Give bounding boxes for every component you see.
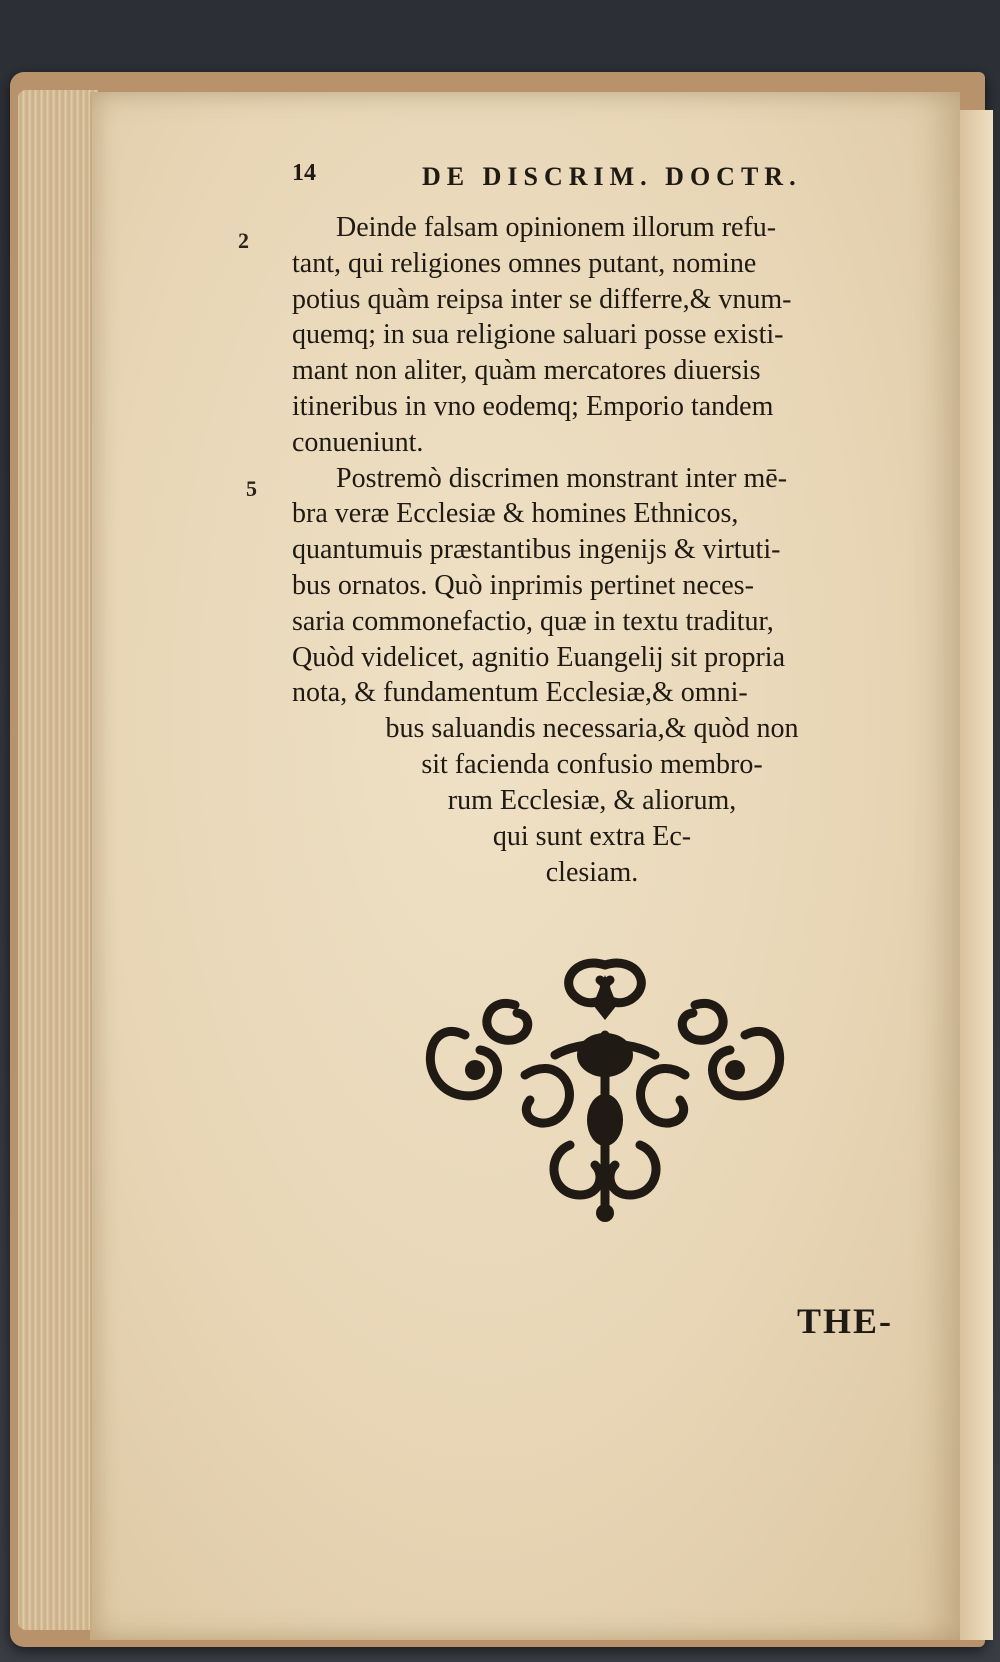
- fleuron-ornament-icon: [405, 945, 805, 1230]
- text-line: itineribus in vno eodemq; Emporio tandem: [292, 390, 774, 422]
- text-line: Quòd videlicet, agnitio Euangelij sit propria: [292, 641, 785, 673]
- text-line: qui sunt extra Ec-: [492, 821, 692, 853]
- text-line: bra veræ Ecclesiæ & homines Ethnicos,: [292, 498, 739, 530]
- text-line: Deinde falsam opinionem illorum refu-: [336, 212, 777, 243]
- page-number: 14: [292, 160, 316, 186]
- text-line: bus ornatos. Quò inprimis pertinet neces-: [292, 569, 754, 601]
- text-line: quemq; in sua religione saluari posse existi-: [292, 319, 784, 351]
- text-line: bus saluandis necessaria,& quòd non: [385, 713, 799, 745]
- running-head: DE DISCRIM. DOCTR.: [422, 162, 802, 191]
- facing-page-edge: [958, 110, 993, 1640]
- text-line: Postremò discrimen monstrant inter mē-: [336, 462, 788, 494]
- text-line: tant, qui religiones omnes putant, nomine: [292, 247, 757, 279]
- text-line: sit facienda confusio membro-: [421, 749, 763, 781]
- text-line: quantumuis præstantibus ingenijs & virtuti-: [292, 534, 781, 566]
- tapering-conclusion: [292, 711, 892, 891]
- text-line: mant non aliter, quàm mercatores diuersis: [292, 355, 761, 387]
- text-block: [292, 160, 912, 891]
- text-line: potius quàm reipsa inter se differre,& vnum-: [292, 283, 792, 315]
- text-line: saria commonefactio, quæ in textu traditur,: [292, 605, 774, 637]
- margin-number-2: 2: [238, 228, 249, 253]
- catchword: THE-: [797, 1301, 894, 1341]
- text-line: clesiam.: [545, 857, 639, 889]
- text-line: rum Ecclesiæ, & aliorum,: [447, 785, 737, 817]
- page-edges: [18, 90, 98, 1630]
- margin-number-5: 5: [246, 476, 257, 501]
- page-header: [292, 160, 912, 210]
- text-line: conueniunt.: [292, 426, 424, 458]
- paragraph-1: [292, 210, 912, 461]
- text-line: nota, & fundamentum Ecclesiæ,& omni-: [292, 677, 748, 709]
- paragraph-2: [292, 461, 912, 712]
